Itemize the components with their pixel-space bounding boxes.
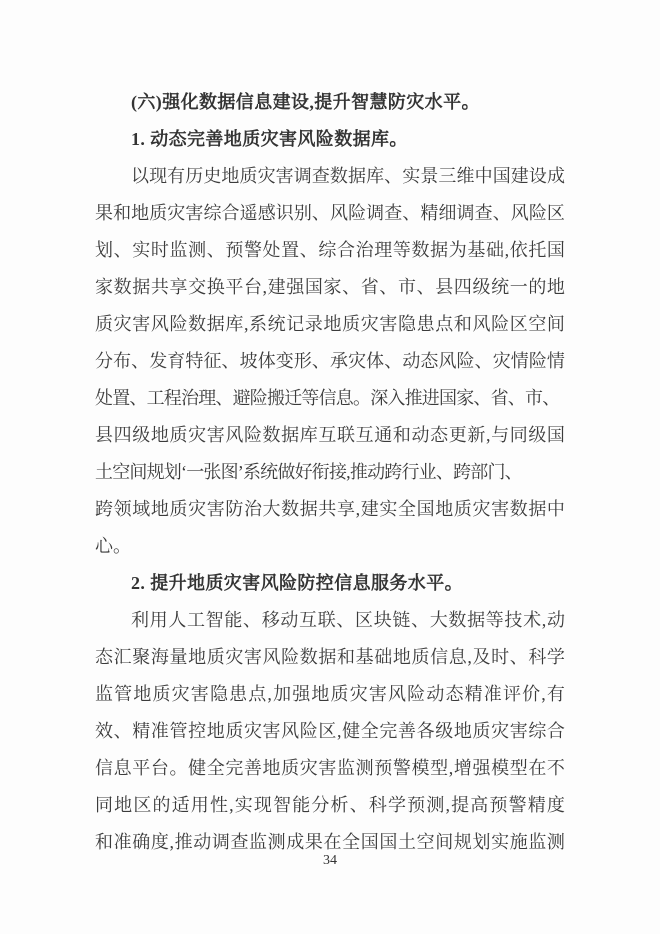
body-line: 监管地质灾害隐患点,加强地质灾害风险动态精准评价,有 <box>95 684 565 704</box>
item-1-heading: 1. 动态完善地质灾害风险数据库。 <box>131 129 408 149</box>
body-line: 信息平台。健全完善地质灾害监测预警模型,增强模型在不 <box>95 758 565 778</box>
body-line: 利用人工智能、移动互联、区块链、大数据等技术,动 <box>131 610 565 630</box>
body-line: 县四级地质灾害风险数据库互联互通和动态更新,与同级国 <box>95 425 565 445</box>
body-line: 效、精准管控地质灾害风险区,健全完善各级地质灾害综合 <box>95 721 565 741</box>
body-line: 以现有历史地质灾害调查数据库、实景三维中国建设成 <box>131 166 565 186</box>
paragraph-2 <box>95 602 565 861</box>
section-heading: (六)强化数据信息建设,提升智慧防灾水平。 <box>131 92 480 112</box>
paragraph-1 <box>95 158 565 565</box>
body-line: 质灾害风险数据库,系统记录地质灾害隐患点和风险区空间 <box>95 314 565 334</box>
page-number: 34 <box>323 853 337 868</box>
body-line: 和准确度,推动调查监测成果在全国国土空间规划实施监测 <box>95 832 565 852</box>
text-block <box>95 84 565 861</box>
body-line: 处置、工程治理、避险搬迁等信息。深入推进国家、省、市、 <box>95 388 560 408</box>
body-line: 土空间规划‘一张图’系统做好衔接,推动跨行业、跨部门、 <box>95 462 522 482</box>
body-line: 心。 <box>95 536 132 556</box>
item-2-heading: 2. 提升地质灾害风险防控信息服务水平。 <box>131 573 463 593</box>
body-line: 跨领域地质灾害防治大数据共享,建实全国地质灾害数据中 <box>95 499 565 519</box>
body-line: 划、实时监测、预警处置、综合治理等数据为基础,依托国 <box>95 240 565 260</box>
body-line: 分布、发育特征、坡体变形、承灾体、动态风险、灾情险情 <box>95 351 565 371</box>
body-line: 家数据共享交换平台,建强国家、省、市、县四级统一的地 <box>95 277 565 297</box>
body-line: 果和地质灾害综合遥感识别、风险调查、精细调查、风险区 <box>95 203 565 223</box>
body-line: 同地区的适用性,实现智能分析、科学预测,提高预警精度 <box>95 795 565 815</box>
body-line: 态汇聚海量地质灾害风险数据和基础地质信息,及时、科学 <box>95 647 565 667</box>
